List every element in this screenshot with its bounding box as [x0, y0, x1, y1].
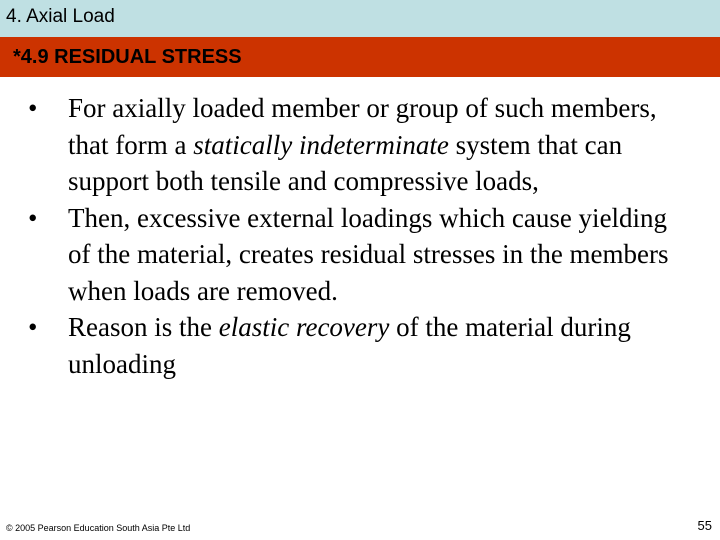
bullet-text: of the material during unloading — [68, 312, 631, 379]
chapter-title: 4. Axial Load — [6, 6, 115, 27]
page-number: 55 — [697, 518, 712, 533]
bullet-icon: • — [28, 202, 38, 233]
bullet-item — [28, 200, 688, 310]
bullet-text: Then, excessive external loadings which cause yielding of the material, creates residual stresses in the members when loads are removed. — [68, 202, 669, 306]
section-title: *4.9 RESIDUAL STRESS — [13, 46, 242, 68]
bullet-item — [28, 309, 688, 382]
bullet-emphasis: elastic recovery — [218, 312, 390, 342]
copyright-notice: © 2005 Pearson Education South Asia Pte Ltd — [6, 523, 191, 533]
bullet-emphasis: statically indeterminate — [193, 129, 449, 160]
bullet-list — [28, 90, 688, 382]
bullet-text: For axially loaded member or group of such members, that form a — [68, 93, 657, 160]
bullet-text: system that can support both tensile and compressive loads, — [68, 129, 623, 196]
bullet-item — [28, 90, 688, 200]
bullet-text: Reason is the — [68, 312, 219, 342]
bullet-icon: • — [28, 93, 38, 123]
bullet-icon: • — [28, 312, 38, 342]
